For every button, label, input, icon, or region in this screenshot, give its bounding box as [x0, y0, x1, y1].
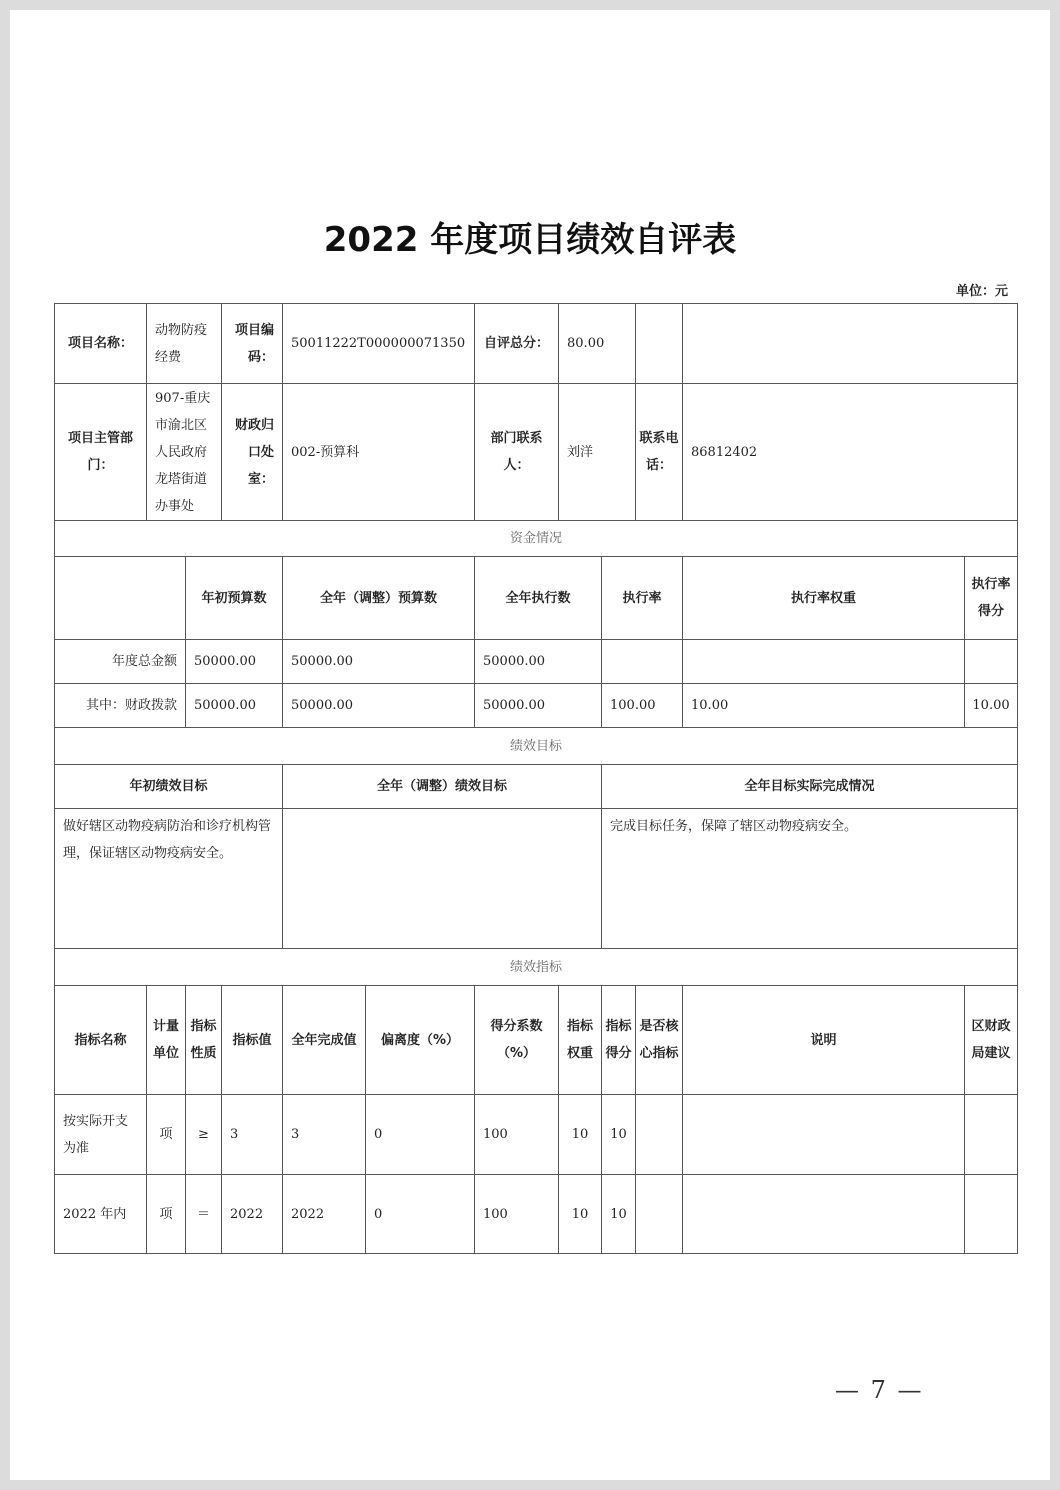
funds-header-adjusted: 全年（调整）预算数 [283, 557, 475, 640]
office-name: 002-预算科 [283, 384, 475, 521]
unit-label: 单位：元 [955, 284, 1008, 299]
goals-header-row [55, 765, 1018, 809]
funds-header-rate: 执行率 [602, 557, 683, 640]
funds-weight [683, 640, 965, 684]
funds-header-executed: 全年执行数 [475, 557, 602, 640]
ind-score: 10 [602, 1095, 636, 1175]
dept-label: 项目主管部门： [55, 384, 147, 521]
project-code-label: 项目编码： [222, 304, 283, 384]
funds-weight: 10.00 [683, 684, 965, 728]
funds-executed: 50000.00 [475, 684, 602, 728]
ind-note [683, 1095, 965, 1175]
ind-name: 2022 年内 [55, 1175, 147, 1254]
indicators-section-title: 绩效指标 [55, 949, 1018, 986]
ind-unit: 项 [147, 1095, 186, 1175]
funds-rate: 100.00 [602, 684, 683, 728]
ind-header-name: 指标名称 [55, 986, 147, 1095]
goal-adjusted-text [283, 809, 602, 949]
office-label: 财政归口处室： [222, 384, 283, 521]
ind-header-weight: 指标权重 [559, 986, 602, 1095]
indicators-header-row [55, 986, 1018, 1095]
page-title: 2022 年度项目绩效自评表 [323, 220, 737, 260]
funds-header-blank [55, 557, 186, 640]
ind-completed: 3 [283, 1095, 366, 1175]
funds-row-total [55, 640, 1018, 684]
project-name-label: 项目名称： [55, 304, 147, 384]
goal-initial-text: 做好辖区动物疫病防治和诊疗机构管理，保证辖区动物疫病安全。 [55, 809, 283, 949]
funds-header-initial: 年初预算数 [186, 557, 283, 640]
contact-name: 刘洋 [559, 384, 636, 521]
ind-header-coef: 得分系数（%） [475, 986, 559, 1095]
goals-section-row [55, 728, 1018, 765]
blank-cell [636, 304, 683, 384]
contact-label: 部门联系人： [475, 384, 559, 521]
ind-completed: 2022 [283, 1175, 366, 1254]
phone-label: 联系电话： [636, 384, 683, 521]
ind-header-score: 指标得分 [602, 986, 636, 1095]
funds-score: 10.00 [965, 684, 1018, 728]
funds-row-label: 其中：财政拨款 [55, 684, 186, 728]
ind-unit: 项 [147, 1175, 186, 1254]
indicators-section-row [55, 949, 1018, 986]
goals-header-initial: 年初绩效目标 [55, 765, 283, 809]
ind-header-core: 是否核心指标 [636, 986, 683, 1095]
ind-value: 3 [222, 1095, 283, 1175]
ind-score: 10 [602, 1175, 636, 1254]
ind-nature: ＝ [186, 1175, 222, 1254]
goal-actual-text: 完成目标任务，保障了辖区动物疫病安全。 [602, 809, 1018, 949]
ind-value: 2022 [222, 1175, 283, 1254]
phone-number: 86812402 [683, 384, 1018, 521]
project-code: 50011222T000000071350 [283, 304, 475, 384]
funds-header-weight: 执行率权重 [683, 557, 965, 640]
ind-coef: 100 [475, 1095, 559, 1175]
goals-header-adjusted: 全年（调整）绩效目标 [283, 765, 602, 809]
goals-header-actual: 全年目标实际完成情况 [602, 765, 1018, 809]
ind-header-value: 指标值 [222, 986, 283, 1095]
project-row-2 [55, 384, 1018, 521]
total-score: 80.00 [559, 304, 636, 384]
funds-executed: 50000.00 [475, 640, 602, 684]
ind-coef: 100 [475, 1175, 559, 1254]
ind-nature: ≥ [186, 1095, 222, 1175]
ind-header-nature: 指标性质 [186, 986, 222, 1095]
ind-core [636, 1175, 683, 1254]
funds-row-label: 年度总金额 [55, 640, 186, 684]
ind-note [683, 1175, 965, 1254]
project-row-1 [55, 304, 1018, 384]
funds-adjusted: 50000.00 [283, 684, 475, 728]
ind-advice [965, 1175, 1018, 1254]
ind-deviation: 0 [366, 1175, 475, 1254]
funds-initial: 50000.00 [186, 684, 283, 728]
indicator-row [55, 1175, 1018, 1254]
ind-core [636, 1095, 683, 1175]
goals-content-row [55, 809, 1018, 949]
dept-name: 907-重庆市渝北区人民政府龙塔街道办事处 [147, 384, 222, 521]
funds-adjusted: 50000.00 [283, 640, 475, 684]
funds-initial: 50000.00 [186, 640, 283, 684]
funds-score [965, 640, 1018, 684]
indicator-row [55, 1095, 1018, 1175]
funds-section-title: 资金情况 [55, 521, 1018, 557]
project-name: 动物防疫经费 [147, 304, 222, 384]
funds-header-row [55, 557, 1018, 640]
funds-rate [602, 640, 683, 684]
ind-header-completed: 全年完成值 [283, 986, 366, 1095]
funds-section-row [55, 521, 1018, 557]
ind-header-unit: 计量单位 [147, 986, 186, 1095]
ind-header-note: 说明 [683, 986, 965, 1095]
ind-name: 按实际开支为准 [55, 1095, 147, 1175]
ind-weight: 10 [559, 1175, 602, 1254]
ind-deviation: 0 [366, 1095, 475, 1175]
ind-advice [965, 1095, 1018, 1175]
score-label: 自评总分： [475, 304, 559, 384]
goals-section-title: 绩效目标 [55, 728, 1018, 765]
blank-cell [683, 304, 1018, 384]
page-number: — 7 — [835, 1376, 924, 1404]
funds-row-fiscal [55, 684, 1018, 728]
ind-header-advice: 区财政局建议 [965, 986, 1018, 1095]
ind-header-deviation: 偏离度（%） [366, 986, 475, 1095]
evaluation-table [54, 303, 1018, 1254]
ind-weight: 10 [559, 1095, 602, 1175]
funds-header-score: 执行率得分 [965, 557, 1018, 640]
